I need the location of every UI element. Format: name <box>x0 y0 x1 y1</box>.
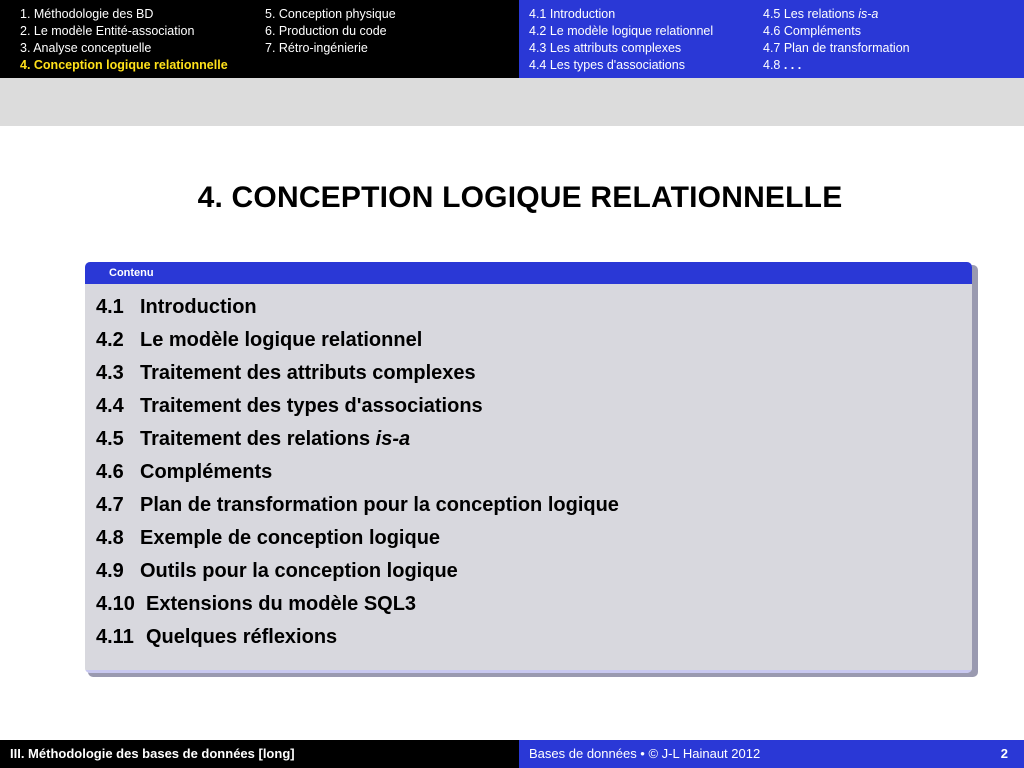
toc-item-4-2[interactable] <box>96 324 972 357</box>
header-shade-band <box>0 78 1024 126</box>
footer-presentation-title: III. Méthodologie des bases de données [long] <box>0 740 519 768</box>
toc-list <box>85 284 972 670</box>
nav-more-ellipsis: . . . <box>783 58 802 72</box>
subsection-list-2 <box>763 6 910 74</box>
nav-subsection-4-5-italic: is-a <box>858 7 879 21</box>
nav-subsection-4-8-label: 4.8 <box>763 58 784 72</box>
toc-item-4-4[interactable] <box>96 390 972 423</box>
nav-section-5[interactable]: 5. Conception physique <box>265 7 396 21</box>
toc-item-label: Le modèle logique relationnel <box>140 329 423 351</box>
toc-item-4-7[interactable] <box>96 489 972 522</box>
contents-block <box>85 262 975 677</box>
toc-item-label: Traitement des relations <box>140 428 376 450</box>
nav-subsection-4-1[interactable]: 4.1 Introduction <box>529 7 616 21</box>
toc-item-number: 4.4 <box>96 395 124 417</box>
page-number: 2 <box>1000 746 1008 761</box>
section-list-2 <box>265 6 396 57</box>
toc-item-4-10[interactable] <box>96 588 972 621</box>
toc-item-number: 4.5 <box>96 428 124 450</box>
nav-subsection-4-2[interactable]: 4.2 Le modèle logique relationnel <box>529 24 714 38</box>
toc-item-number: 4.1 <box>96 296 124 318</box>
toc-item-label: Outils pour la conception logique <box>140 560 458 582</box>
toc-item-label: Exemple de conception logique <box>140 527 441 549</box>
nav-subsection-4-5-label: 4.5 Les relations <box>763 7 859 21</box>
nav-section-3[interactable]: 3. Analyse conceptuelle <box>20 41 152 55</box>
top-navigation <box>0 0 1024 78</box>
toc-item-4-6[interactable] <box>96 456 972 489</box>
toc-item-number: 4.2 <box>96 329 124 351</box>
section-navigation <box>0 0 519 78</box>
nav-subsection-4-7[interactable]: 4.7 Plan de transformation <box>763 41 910 55</box>
frame-title: 4. CONCEPTION LOGIQUE RELATIONNELLE <box>197 181 843 214</box>
nav-section-4-current[interactable]: 4. Conception logique relationnelle <box>20 58 228 72</box>
nav-subsection-4-8[interactable] <box>763 57 910 74</box>
toc-item-label: Plan de transformation pour la conception logique <box>140 494 619 516</box>
toc-item-label: Extensions du modèle SQL3 <box>146 593 417 615</box>
nav-section-6[interactable]: 6. Production du code <box>265 24 387 38</box>
toc-item-4-8[interactable] <box>96 522 972 555</box>
nav-subsection-4-5[interactable] <box>763 6 910 23</box>
block-bottom-edge <box>85 670 972 673</box>
subsection-list-1 <box>529 6 713 74</box>
footer-info-bar <box>519 740 1024 768</box>
toc-item-number: 4.7 <box>96 494 124 516</box>
toc-item-4-1[interactable] <box>96 291 972 324</box>
toc-item-number: 4.8 <box>96 527 124 549</box>
subsection-navigation <box>519 0 1024 78</box>
toc-item-4-3[interactable] <box>96 357 972 390</box>
nav-subsection-4-6[interactable]: 4.6 Compléments <box>763 24 861 38</box>
nav-subsection-4-3[interactable]: 4.3 Les attributs complexes <box>529 41 682 55</box>
toc-item-label: Quelques réflexions <box>146 626 338 648</box>
toc-item-number: 4.6 <box>96 461 124 483</box>
toc-item-number: 4.10 <box>96 593 135 615</box>
toc-item-4-5[interactable] <box>96 423 972 456</box>
toc-item-4-9[interactable] <box>96 555 972 588</box>
block-header: Contenu <box>85 262 972 284</box>
footer-course-info: Bases de données • © J-L Hainaut 2012 <box>529 746 761 761</box>
nav-section-1[interactable]: 1. Méthodologie des BD <box>20 7 154 21</box>
toc-item-number: 4.11 <box>96 626 134 648</box>
toc-item-number: 4.9 <box>96 560 124 582</box>
nav-section-7[interactable]: 7. Rétro-ingénierie <box>265 41 368 55</box>
toc-item-label: Traitement des attributs complexes <box>140 362 476 384</box>
section-list-1 <box>20 6 228 74</box>
toc-item-label: Introduction <box>140 296 257 318</box>
block-frame <box>85 262 972 673</box>
toc-item-4-11[interactable] <box>96 621 972 654</box>
nav-section-2[interactable]: 2. Le modèle Entité-association <box>20 24 195 38</box>
toc-item-number: 4.3 <box>96 362 124 384</box>
footer <box>0 740 1024 768</box>
toc-item-italic-term: is-a <box>375 428 411 450</box>
toc-item-label: Traitement des types d'associations <box>140 395 483 417</box>
nav-subsection-4-4[interactable]: 4.4 Les types d'associations <box>529 58 685 72</box>
toc-item-label: Compléments <box>140 461 273 483</box>
